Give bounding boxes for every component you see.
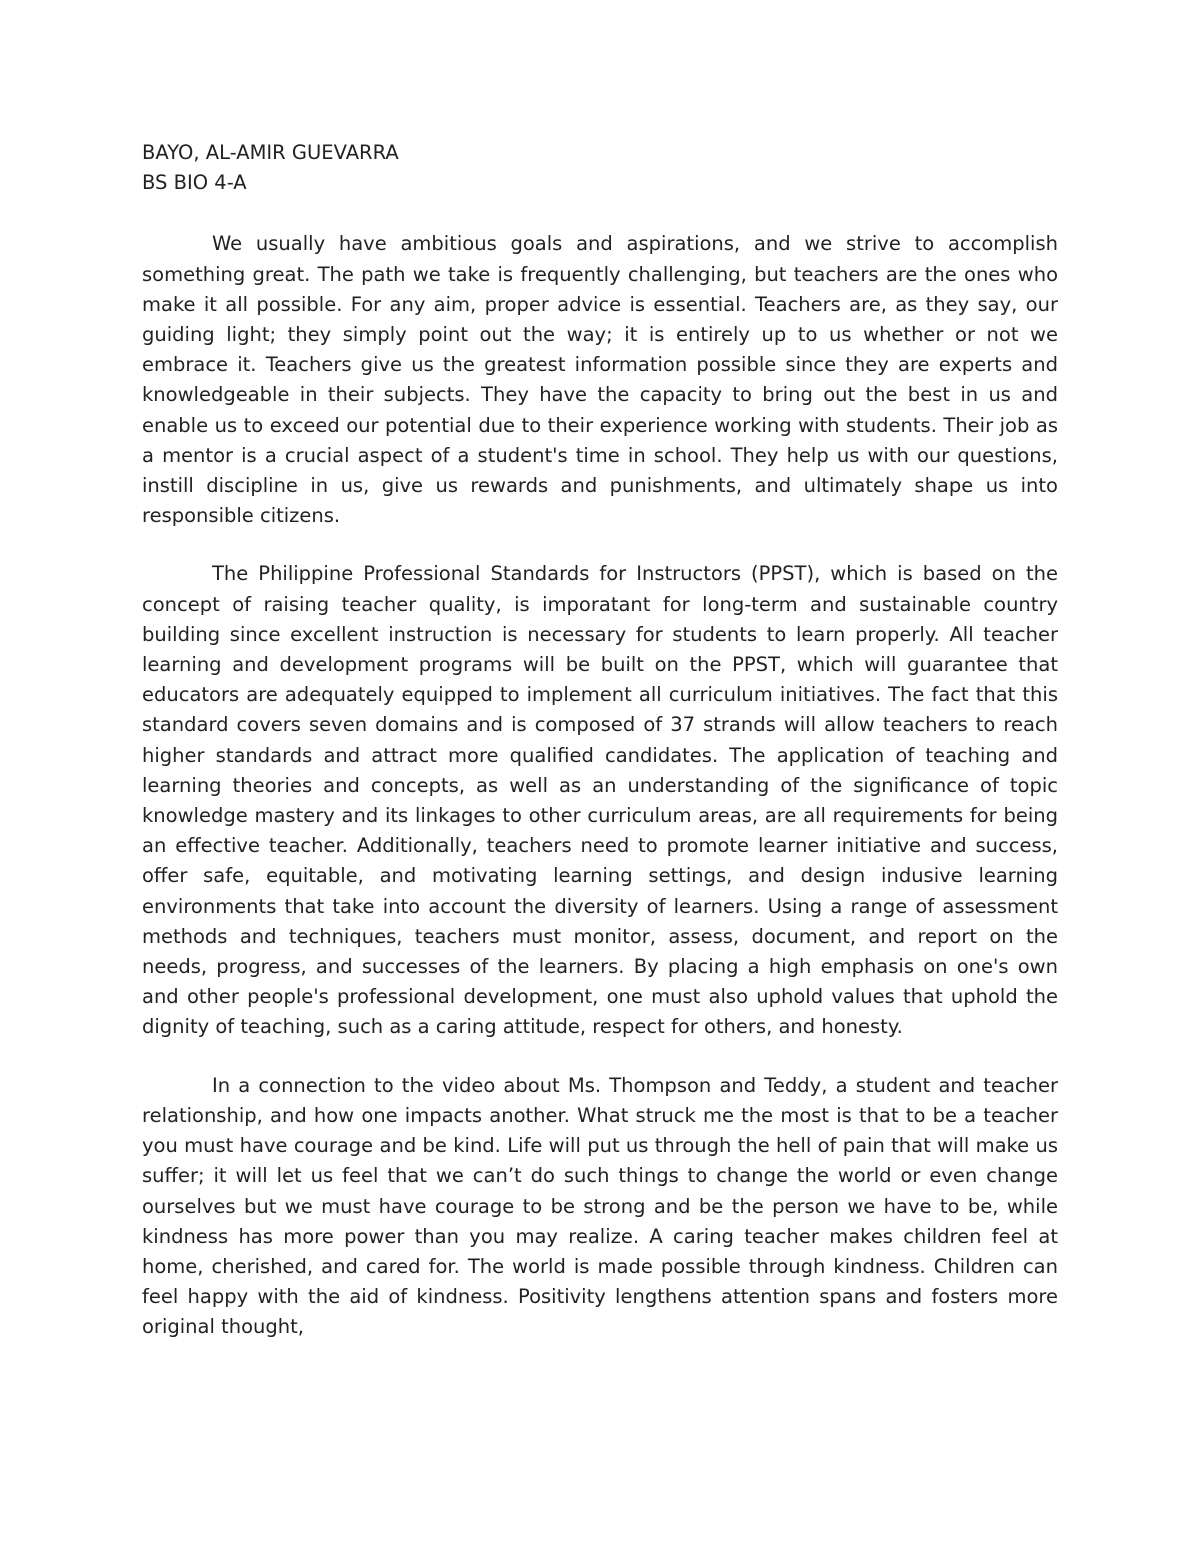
- spacer: [142, 1043, 1058, 1071]
- spacer: [142, 198, 1058, 229]
- paragraph-video-reflection: In a connection to the video about Ms. Thompson and Teddy, a student and teacher relationship, and how one impacts another. What struck me the most is that to be a teacher you must have courage and be kind. Life will put us through the hell of pain that will make us suffer; it will let us feel that we can’t do such things to change the world or even change ourselves but we must have courage to be strong and be the person we have to be, while kindness has more power than you may realize. A caring teacher makes children feel at home, cherished, and cared for. The world is made possible through kindness. Children can feel happy with the aid of kindness. Positivity lengthens attention spans and fosters more original thought,: [142, 1073, 1058, 1339]
- author-name: BAYO, AL-AMIR GUEVARRA: [142, 141, 399, 164]
- paragraph-intro: We usually have ambitious goals and aspirations, and we strive to accomplish something great. The path we take is frequently challenging, but teachers are the ones who make it all possible. For any aim, proper advice is essential. Teachers are, as they say, our guiding light; they simply point out the way; it is entirely up to us whether or not we embrace it. Teachers give us the greatest information possible since they are experts and knowledgeable in their subjects. They have the capacity to bring out the best in us and enable us to exceed our potential due to their experience working with students. Their job as a mentor is a crucial aspect of a student's time in school. They help us with our questions, instill discipline in us, give us rewards and punishments, and ultimately shape us into responsible citizens.: [142, 232, 1058, 528]
- document-page: [142, 138, 1058, 1343]
- course-section: BS BIO 4-A: [142, 171, 247, 195]
- paragraph-ppst: The Philippine Professional Standards for Instructors (PPST), which is based on the concept of raising teacher quality, is imporatant for long-term and sustainable country building since excellent instruction is necessary for students to learn properly. All teacher learning and development programs will be built on the PPST, which will guarantee that educators are adequately equipped to implement all curriculum initiatives. The fact that this standard covers seven domains and is composed of 37 strands will allow teachers to reach higher standards and attract more qualified candidates. The application of teaching and learning theories and concepts, as well as an understanding of the significance of topic knowledge mastery and its linkages to other curriculum areas, are all requirements for being an effective teacher. Additionally, teachers need to promote learner initiative and success, offer safe, equitable, and motivating learning settings, and design indusive learning environments that take into account the diversity of learners. Using a range of assessment methods and techniques, teachers must monitor, assess, document, and report on the needs, progress, and successes of the learners. By placing a high emphasis on one's own and other people's professional development, one must also uphold values that uphold the dignity of teaching, such as a caring attitude, respect for others, and honesty.: [142, 562, 1058, 1039]
- spacer: [142, 531, 1058, 559]
